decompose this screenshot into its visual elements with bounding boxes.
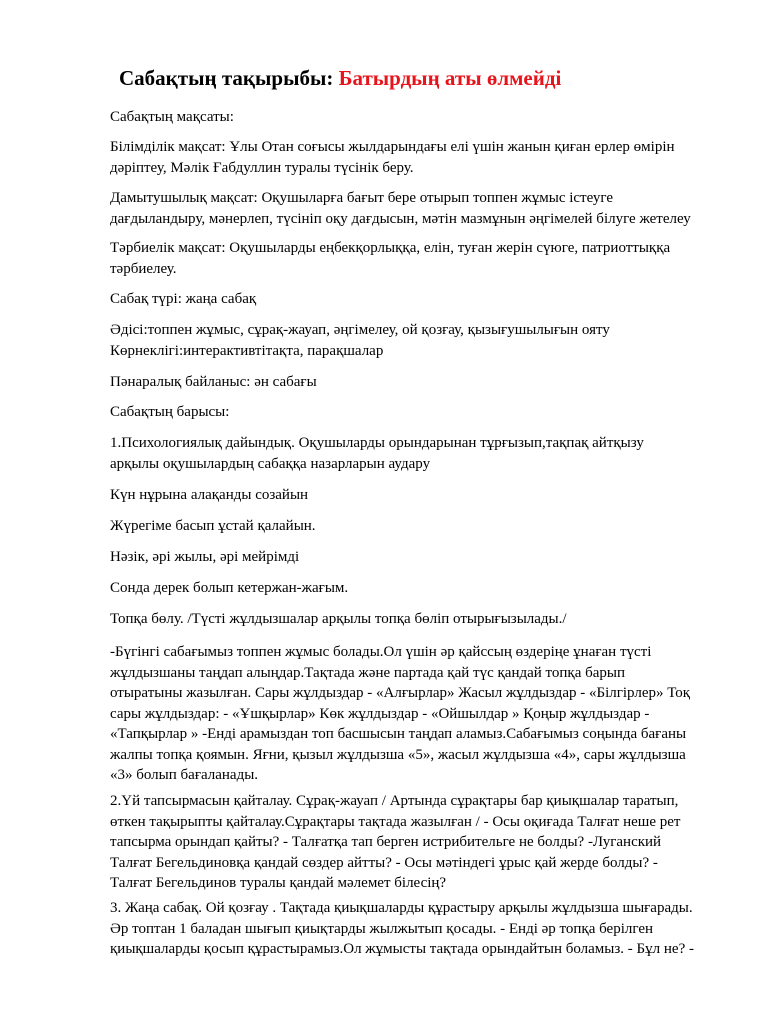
paragraph-line: Талғат Бегельдинов туралы қандай мәлемет білесің?: [110, 875, 447, 891]
paragraph: [110, 516, 720, 537]
paragraph-line: Сабақ түрі: жаңа сабақ: [110, 291, 257, 307]
paragraph: [110, 898, 720, 960]
paragraph-line: Талғат Бегельдиновқа қандай сөздер айтты? - Осы мәтіндегі ұрыс қай жерде болды? -: [110, 854, 658, 871]
paragraph: [110, 137, 720, 178]
paragraph-line: Топқа бөлу. /Түсті жұлдызшалар арқылы топқа бөліп отырығызылады./: [110, 611, 567, 627]
paragraph: [110, 320, 720, 361]
paragraph-line: қиықшаларды қосып құрастырамыз.Ол жұмысты тақтада орындайтын боламыз. - Бұл не? -: [110, 941, 694, 957]
paragraph-line: Сонда дерек болып кетержан-жағым.: [110, 580, 349, 596]
paragraph-line: жұлдызшаны таңдап алыңдар.Тақтада және партада қай түс қандай топқа барып: [110, 664, 626, 681]
paragraph-line: Сабақтың барысы:: [110, 404, 230, 420]
paragraph-line: Пәнаралық байланыс: ән сабағы: [110, 374, 317, 390]
paragraph-line: арқылы оқушылардың сабаққа назарларын аудару: [110, 455, 431, 472]
paragraph: [110, 238, 720, 279]
paragraph: [110, 433, 720, 474]
paragraph: [110, 609, 720, 630]
paragraph-line: сары жұлдыздар: - «Ұшқырлар» Көк жұлдыздар - «Ойшылдар » Қоңыр жұлдыздар -: [110, 705, 650, 722]
paragraph-line: 1.Психологиялық дайындық. Оқушыларды орындарынан тұрғызып,тақпақ айтқызу: [110, 435, 644, 451]
paragraph-line: Тәрбиелік мақсат: Оқушыларды еңбекқорлыққа, елін, туған жерін сүюге, патриоттыққа: [110, 240, 671, 256]
paragraph-line: Жүрегіме басып ұстай қалайын.: [110, 518, 316, 534]
paragraph-line: тапсырма орындап қайты? - Талғатқа тап берген истрибительге не болды? -Луганский: [110, 834, 662, 850]
paragraph-line: отыратыны жазылған. Сары жұлдыздар - «Алғырлар» Жасыл жұлдыздар - «Білгірлер» Тоқ: [110, 685, 691, 701]
paragraph: [110, 642, 720, 786]
paragraph: [110, 485, 720, 506]
title-label: Сабақтың тақырыбы:: [119, 66, 339, 90]
paragraph-line: дағдыландыру, мәнерлеп, түсініп оқу дағдысын, мәтін мазмұнын әңгімелей білуге жетелеу: [110, 210, 691, 227]
paragraph: [110, 578, 720, 599]
paragraph-line: 2.Үй тапсырмасын қайталау. Сұрақ-жауап / Артында сұрақтары бар қиықшалар таратып,: [110, 793, 679, 809]
paragraph-line: тәрбиелеу.: [110, 260, 177, 277]
paragraph-line: Білімділік мақсат: Ұлы Отан соғысы жылдарындағы елі үшін жанын қиған ерлер өмірін: [110, 139, 675, 155]
paragraph-line: жалпы топқа қоямын. Яғни, қызыл жұлдызша «5», жасыл жұлдызша «4», сары жұлдызша: [110, 746, 686, 763]
paragraph-line: 3. Жаңа сабақ. Ой қозғау . Тақтада қиықшаларды құрастыру арқылы жұлдызша шығарады.: [110, 900, 693, 916]
paragraph: [110, 372, 720, 393]
paragraph: [110, 402, 720, 423]
paragraph: [110, 791, 720, 894]
paragraph-line: өткен тақырыпты қайталау.Сұрақтары тақтада жазылған / - Осы оқиғада Талғат неше рет: [110, 813, 681, 830]
paragraph: [110, 188, 720, 229]
paragraph-line: Көрнеклігі:интерактивтітақта, парақшалар: [110, 342, 384, 359]
paragraph: [110, 289, 720, 310]
paragraph: [110, 547, 720, 568]
paragraph-line: Сабақтың мақсаты:: [110, 109, 234, 125]
title-value: Батырдың аты өлмейді: [338, 66, 562, 90]
paragraph-line: -Бүгінгі сабағымыз топпен жұмыс болады.Ол үшін әр қайссың өздеріңе ұнаған түсті: [110, 644, 652, 660]
paragraph-line: «Тапқырлар » -Енді арамыздан топ басшысын таңдап аламыз.Сабағымыз соңында бағаны: [110, 726, 687, 742]
paragraph-line: «3» болып бағаланады.: [110, 767, 259, 783]
paragraph-line: Нәзік, әрі жылы, әрі мейрімді: [110, 549, 300, 565]
paragraph-line: дәріптеу, Мәлік Ғабдуллин туралы түсінік беру.: [110, 159, 414, 176]
document-title: [119, 66, 561, 91]
paragraph: [110, 107, 720, 128]
paragraph-line: Дамытушылық мақсат: Оқушыларға бағыт бере отырып топпен жұмыс істеуге: [110, 190, 613, 206]
paragraph-line: Әдісі:топпен жұмыс, сұрақ-жауап, әңгімелеу, ой қозғау, қызығушылығын ояту: [110, 322, 610, 338]
paragraph-line: Күн нұрына алақанды созайын: [110, 487, 309, 503]
paragraph-line: Әр топтан 1 баладан шығып қиықтарды жылжытып қосады. - Енді әр топқа берілген: [110, 920, 654, 937]
